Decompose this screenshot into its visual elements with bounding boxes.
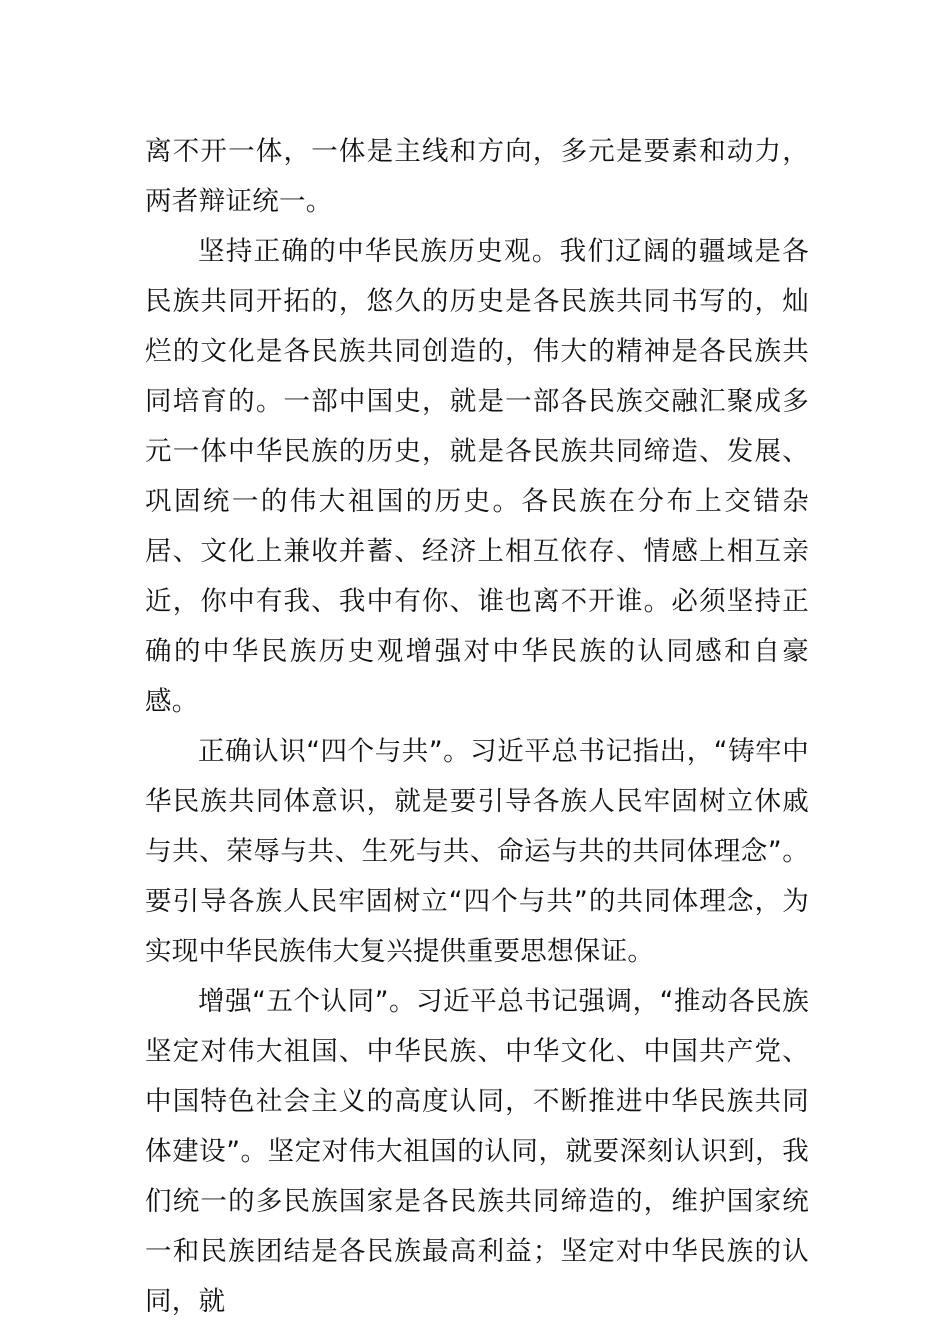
paragraph-four-shared: 正确认识“四个与共”。习近平总书记指出，“铸牢中华民族共同体意识，就是要引导各族人民牢固树立休戚与共、荣辱与共、生死与共、命运与共的共同体理念”。要引导各族人民牢固树立“四个与共”的共同体理念，为实现中华民族伟大复兴提供重要思想保证。: [145, 736, 809, 967]
paragraph-continuation: 离不开一体，一体是主线和方向，多元是要素和动力，两者辩证统一。: [145, 136, 809, 217]
paragraph-history-view: 坚持正确的中华民族历史观。我们辽阔的疆域是各民族共同开拓的，悠久的历史是各民族共同书写的，灿烂的文化是各民族共同创造的，伟大的精神是各民族共同培育的。一部中国史，就是一部各民族交融汇聚成多元一体中华民族的历史，就是各民族共同缔造、发展、巩固统一的伟大祖国的历史。各民族在分布上交错杂居、文化上兼收并蓄、经济上相互依存、情感上相互亲近，你中有我、我中有你、谁也离不开谁。必须坚持正确的中华民族历史观增强对中华民族的认同感和自豪感。: [145, 236, 809, 717]
document-body: [145, 127, 809, 1327]
paragraph-five-identifications: 增强“五个认同”。习近平总书记强调，“推动各民族坚定对伟大祖国、中华民族、中华文化、中国共产党、中国特色社会主义的高度认同，不断推进中华民族共同体建设”。坚定对伟大祖国的认同，就要深刻认识到，我们统一的多民族国家是各民族共同缔造的，维护国家统一和民族团结是各民族最高利益；坚定对中华民族的认同，就: [145, 986, 809, 1317]
